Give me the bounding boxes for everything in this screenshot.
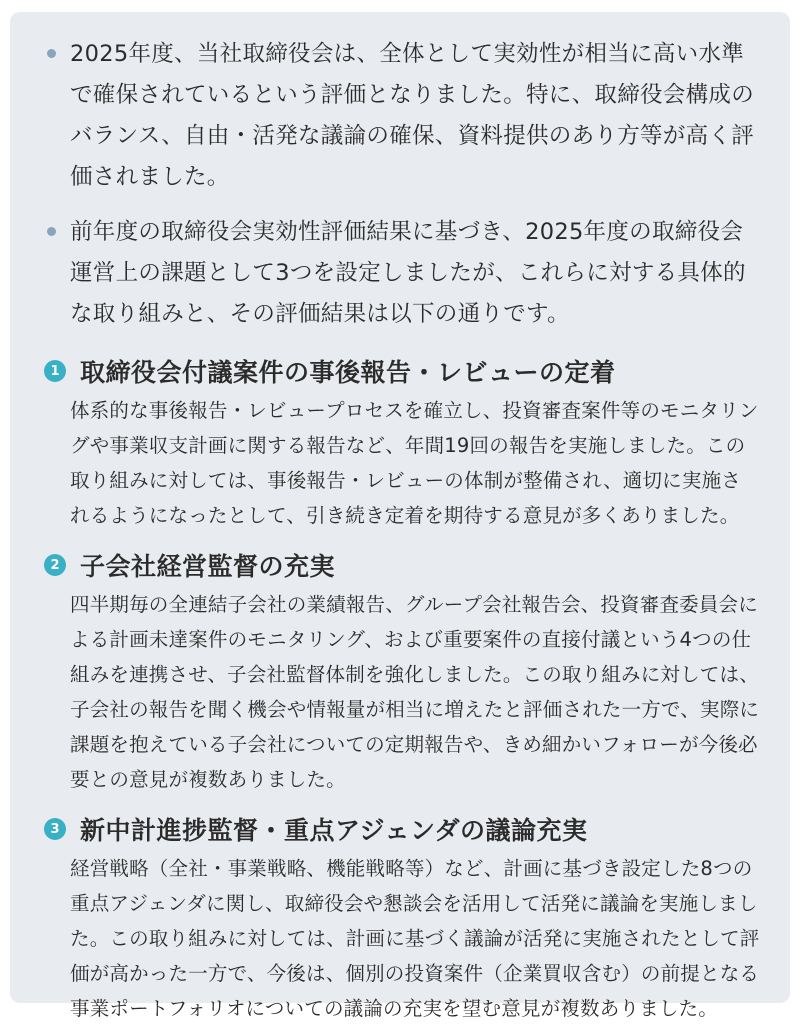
- agenda-item-title: 新中計進捗監督・重点アジェンダの議論充実: [80, 816, 588, 845]
- agenda-item-body: 四半期毎の全連結子会社の業績報告、グループ会社報告会、投資審査委員会による計画未達案件のモニタリング、および重要案件の直接付議という4つの仕組みを連携させ、子会社監督体制を強化しました。この取り組みに対しては、子会社の報告を聞く機会や情報量が相当に増えたと評価された一方で、実際に課題を抱えている子会社についての定期報告や、きめ細かいフォローが今後必要との意見が複数ありました。: [70, 593, 760, 791]
- agenda-item-3: [44, 807, 760, 1026]
- number-badge-icon: 1: [44, 360, 66, 382]
- bullet-text: 2025年度、当社取締役会は、全体として実効性が相当に高い水準で確保されているという評価となりました。特に、取締役会構成のバランス、自由・活発な議論の確保、資料提供のあり方等が高く評価されました。: [70, 41, 755, 190]
- agenda-item-title: 取締役会付議案件の事後報告・レビューの定着: [80, 358, 616, 387]
- agenda-item-header: [44, 543, 760, 587]
- bullet-item: [44, 34, 760, 198]
- agenda-item-header: [44, 807, 760, 851]
- agenda-item-2: [44, 543, 760, 797]
- agenda-item-1: [44, 349, 760, 533]
- number-badge-icon: 2: [44, 554, 66, 576]
- bullet-text: 前年度の取締役会実効性評価結果に基づき、2025年度の取締役会運営上の課題として3つを設定しましたが、これらに対する具体的な取り組みと、その評価結果は以下の通りです。: [70, 219, 746, 327]
- number-badge-icon: 3: [44, 818, 66, 840]
- bullet-item: [44, 212, 760, 335]
- agenda-item-title: 子会社経営監督の充実: [80, 552, 336, 581]
- bullet-dot-icon: [47, 49, 56, 58]
- agenda-item-header: [44, 349, 760, 393]
- agenda-item-body: 経営戦略（全社・事業戦略、機能戦略等）など、計画に基づき設定した8つの重点アジェンダに関し、取締役会や懇談会を活用して活発に議論を実施しました。この取り組みに対しては、計画に基づく議論が活発に実施されたとして評価が高かった一方で、今後は、個別の投資案件（企業買収含む）の前提となる事業ポートフォリオについての議論の充実を望む意見が複数ありました。: [70, 857, 760, 1020]
- content-panel: [10, 12, 790, 1020]
- agenda-item-body: 体系的な事後報告・レビュープロセスを確立し、投資審査案件等のモニタリングや事業収支計画に関する報告など、年間19回の報告を実施しました。この取り組みに対しては、事後報告・レビューの体制が整備され、適切に実施されるようになったとして、引き続き定着を期待する意見が多くありました。: [70, 399, 759, 527]
- bullet-dot-icon: [47, 227, 56, 236]
